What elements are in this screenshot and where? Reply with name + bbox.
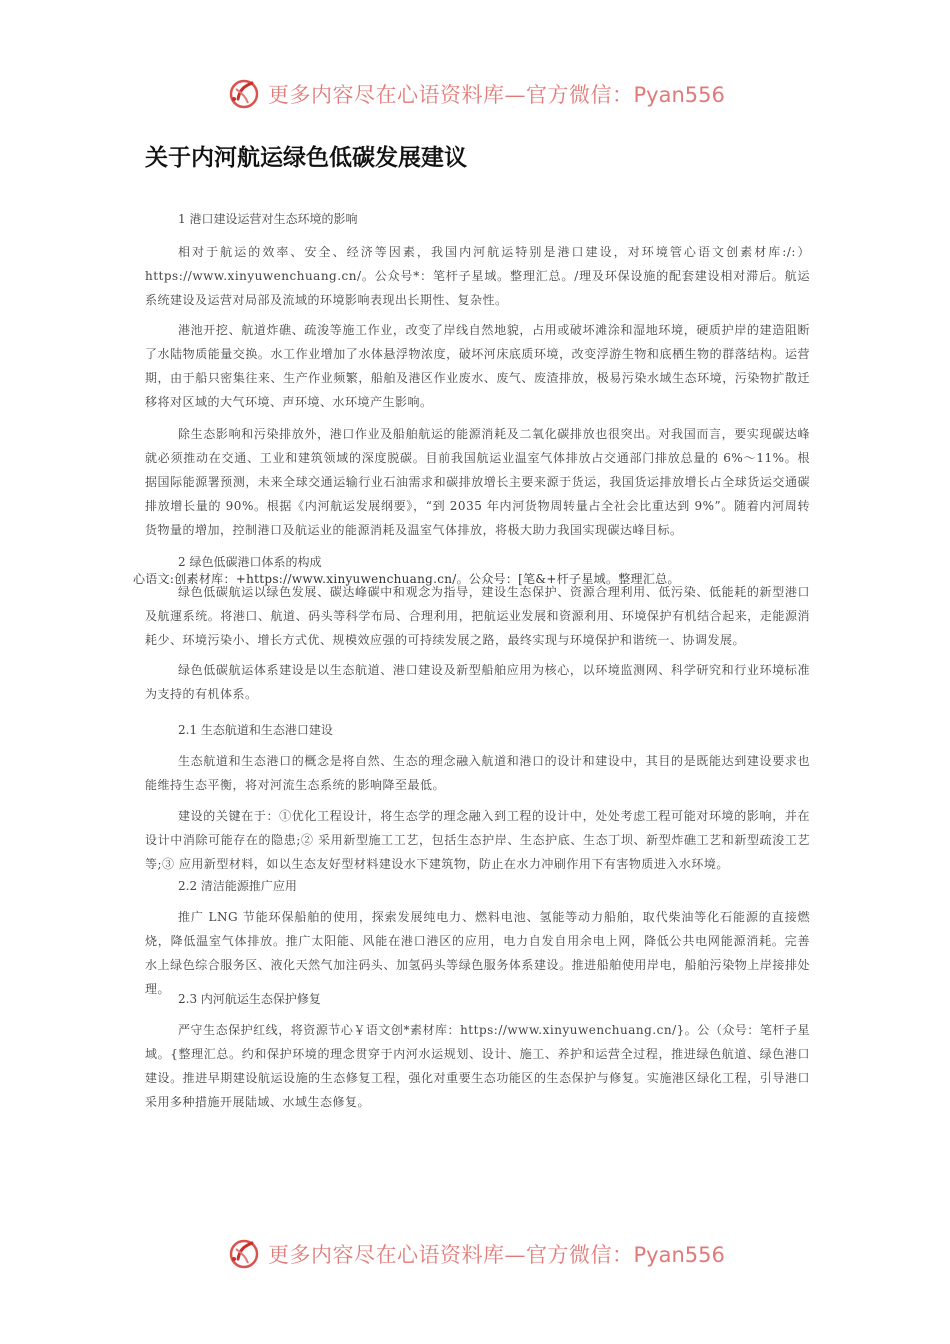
- section-heading: 2 绿色低碳港口体系的构成: [178, 555, 322, 569]
- banner-id: Pyan556: [633, 83, 725, 107]
- banner-text: [268, 79, 725, 109]
- paragraph: 港池开挖、航道炸礁、疏浚等施工作业，改变了岸线自然地貌，占用或破坏滩涂和湿地环境，硬质护岸的建造阻断了水陆物质能量交换。水工作业增加了水体悬浮物浓度，破坏河床底质环境，改变浮游生物和底栖生物的群落结构。运营期，由于船只密集往来、生产作业频繁，船舶及港区作业废水、废气、废渣排放，极易污染水域生态环境，污染物扩散迁移将对区域的大气环境、声环境、水环境产生影响。: [145, 323, 810, 409]
- paragraph: 建设的关键在于：①优化工程设计，将生态学的理念融入到工程的设计中，处处考虑工程可能对环境的影响，并在设计中消除可能存在的隐患;② 采用新型施工工艺，包括生态护岸、生态护底、生态丁坝、新型炸礁工艺和新型疏浚工艺等;③ 应用新型材料，如以生态友好型材料建设水下建筑物，防止在水力冲刷作用下有害物质进入水环境。: [145, 809, 810, 871]
- banner-label: 更多内容尽在心语资料库—官方微信：: [268, 1243, 634, 1267]
- section-heading: 2.3 内河航运生态保护修复: [178, 992, 321, 1006]
- header-banner: [0, 73, 950, 113]
- paragraph: 严守生态保护红线，将资源节心￥语文创*素材库：https://www.xinyuwenchuang.cn/}。公（众号：笔杆子星域。{整理汇总。约和保护环境的理念贯穿于内河水运规划、设计、施工、养护和运营全过程，推进绿色航道、绿色港口建设。推进早期建设航运设施的生态修复工程，强化对重要生态功能区的生态保护与修复。实施港区绿化工程，引导港口采用多种措施开展陆域、水域生态修复。: [145, 1023, 810, 1109]
- section-heading: 2.1 生态航道和生态港口建设: [178, 723, 333, 737]
- logo-icon: [226, 1235, 262, 1271]
- paragraph: 除生态影响和污染排放外，港口作业及船舶航运的能源消耗及二氧化碳排放也很突出。对我国而言，要实现碳达峰就必须推动在交通、工业和建筑领域的深度脱碳。目前我国航运业温室气体排放占交通部门排放总量的 6%～11%。根据国际能源署预测，未来全球交通运输行业石油需求和碳排放增长主要来源于货运，我国货运排放增长占全球货运交通碳排放增长量的 90%。根据《内河航运发展纲要》，“到 2035 年内河货物周转量占全社会比重达到 9%”。随着内河周转货物量的增加，控制港口及航运业的能源消耗及温室气体排放，将极大助力我国实现碳达峰目标。: [145, 427, 810, 537]
- footer-banner: [0, 1233, 950, 1273]
- paragraph: 绿色低碳航运体系建设是以生态航道、港口建设及新型船舶应用为核心，以环境监测网、科学研究和行业环境标准为支持的有机体系。: [145, 663, 810, 701]
- logo-icon: [226, 75, 262, 111]
- paragraph: 相对于航运的效率、安全、经济等因素，我国内河航运特别是港口建设，对环境管心语文创素材库:/:）https://www.xinyuwenchuang.cn/。公众号*：笔杆子星域。整理汇总。/理及环保设施的配套建设相对滞后。航运系统建设及运营对局部及流域的环境影响表现出长期性、复杂性。: [145, 245, 810, 307]
- banner-id: Pyan556: [633, 1243, 725, 1267]
- section-heading: 1 港口建设运营对生态环境的影响: [178, 212, 358, 226]
- page-title: 关于内河航运绿色低碳发展建议: [145, 145, 467, 171]
- section-heading: 2.2 清洁能源推广应用: [178, 879, 297, 893]
- watermark-note: 心语文:创素材库：+https://www.xinyuwenchuang.cn/。公众号：[笔&+杆子星域。整理汇总。: [133, 572, 680, 586]
- paragraph: 生态航道和生态港口的概念是将自然、生态的理念融入航道和港口的设计和建设中，其目的是既能达到建设要求也能维持生态平衡，将对河流生态系统的影响降至最低。: [145, 754, 810, 792]
- paragraph: 绿色低碳航运以绿色发展、碳达峰碳中和观念为指导，建设生态保护、资源合理利用、低污染、低能耗的新型港口及航運系统。将港口、航道、码头等科学布局、合理利用，把航运业发展和资源利用、环境保护有机结合起来，走能源消耗少、环境污染小、增长方式优、规模效应强的可持续发展之路，最终实现与环境保护和谐统一、协调发展。: [145, 585, 810, 647]
- banner-label: 更多内容尽在心语资料库—官方微信：: [268, 83, 634, 107]
- paragraph: 推广 LNG 节能环保船舶的使用，探索发展纯电力、燃料电池、氢能等动力船舶，取代柴油等化石能源的直接燃烧，降低温室气体排放。推广太阳能、风能在港口港区的应用，电力自发自用余电上网，降低公共电网能源消耗。完善 水上绿色综合服务区、液化天然气加注码头、加氢码头等绿色服务体系建设。推进船舶使用岸电，船舶污染物上岸接排处理。: [145, 910, 836, 996]
- banner-text: [268, 1239, 725, 1269]
